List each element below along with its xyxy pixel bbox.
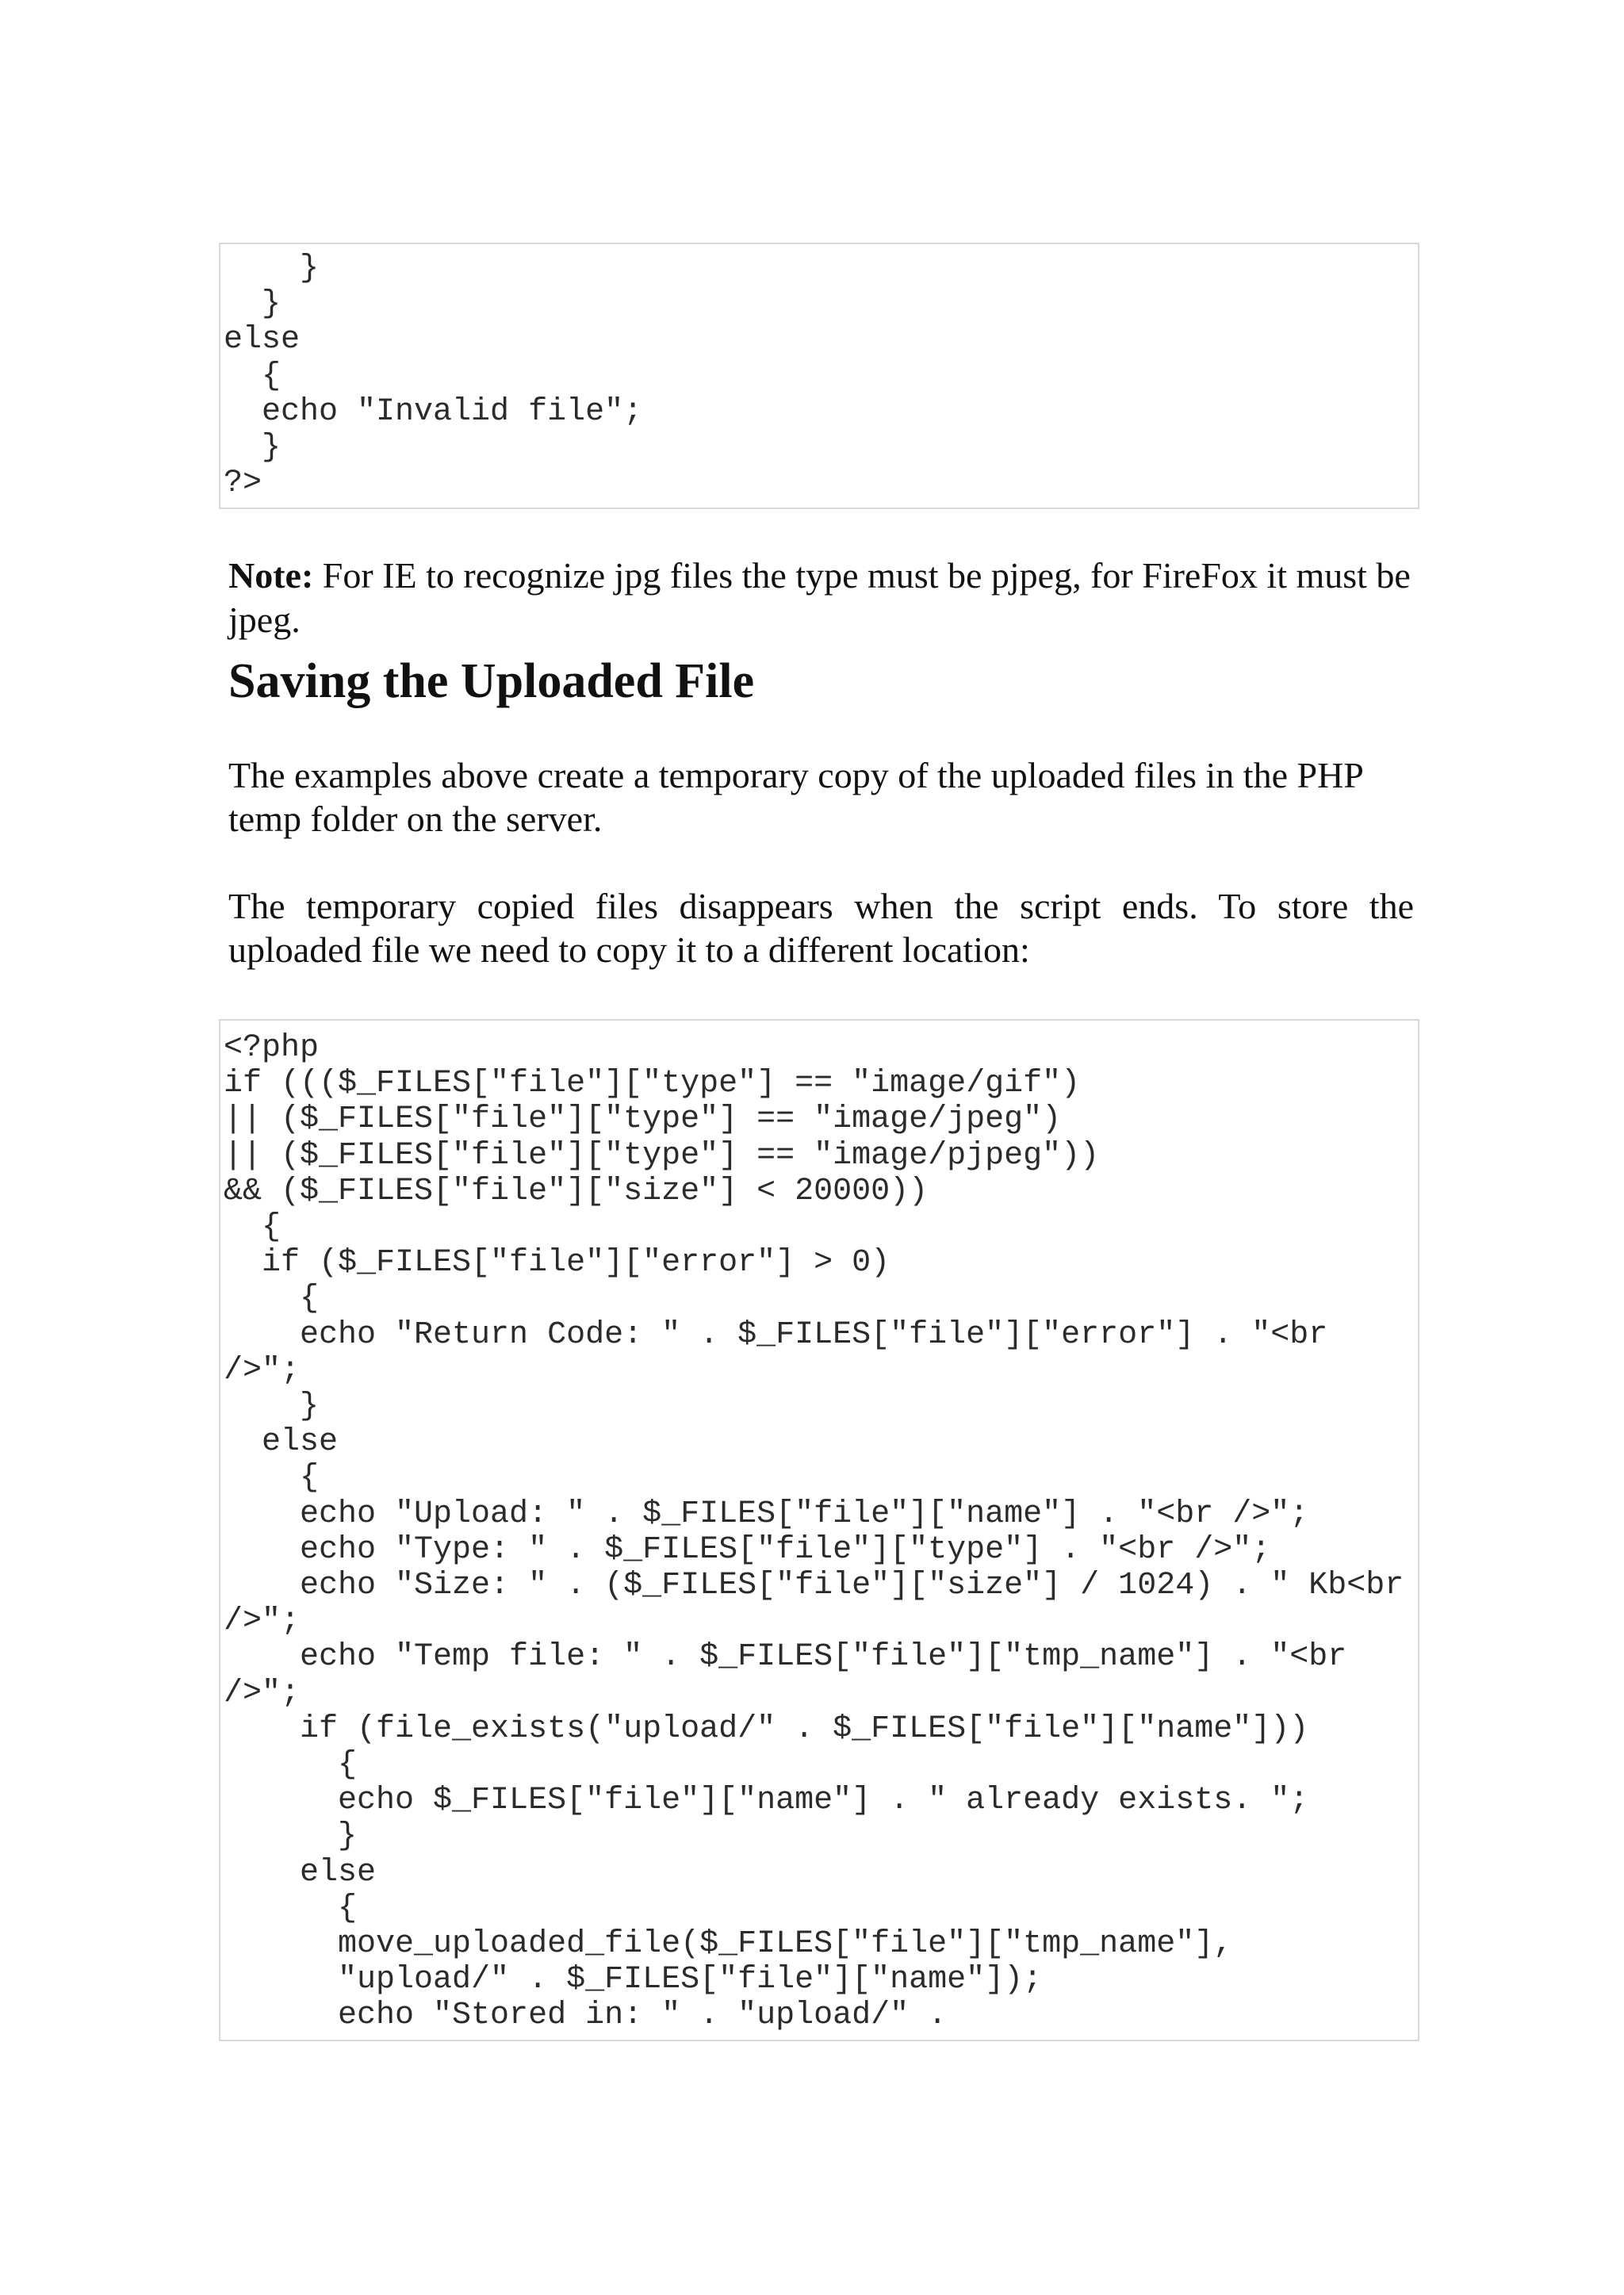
code-block-save-upload [219, 1019, 1419, 2041]
code-line: echo "Return Code: " . $_FILES["file"]["error"] . "<br [224, 1316, 1328, 1353]
code-line: else [224, 1424, 339, 1461]
code-line: <?php [224, 1030, 320, 1066]
code-line: { [224, 1209, 282, 1246]
code-listing [220, 1021, 1418, 2034]
code-block-end-of-previous-example [219, 243, 1419, 509]
code-line: if (file_exists("upload/" . $_FILES["file"]["name"])) [224, 1711, 1309, 1747]
code-line: />"; [224, 1675, 301, 1711]
code-line: echo "Type: " . $_FILES["file"]["type"] . "<br />"; [224, 1531, 1271, 1568]
code-line: { [224, 1281, 320, 1317]
code-line: || ($_FILES["file"]["type"] == "image/jpeg") [224, 1102, 1062, 1138]
code-line: echo "Invalid file"; [224, 393, 643, 430]
code-line: echo $_FILES["file"]["name"] . " already exists. "; [224, 1783, 1309, 1819]
code-line: } [224, 286, 282, 323]
code-line: if ($_FILES["file"]["error"] > 0) [224, 1245, 891, 1282]
code-line: echo "Temp file: " . $_FILES["file"]["tmp_name"] . "<br [224, 1639, 1347, 1676]
paragraph-temp-copy: The examples above create a temporary copy of the uploaded files in the PHP temp folder on the server. [228, 755, 1363, 839]
code-line: else [224, 1854, 377, 1891]
code-line: || ($_FILES["file"]["type"] == "image/pjpeg")) [224, 1137, 1100, 1174]
code-listing [220, 244, 1418, 501]
code-line: } [224, 251, 320, 286]
note-text: For IE to recognize jpg files the type must be pjpeg, for FireFox it must be jpeg. [228, 555, 1411, 640]
code-line: if ((($_FILES["file"]["type"] == "image/gif") [224, 1066, 1081, 1102]
section-heading: Saving the Uploaded File [228, 654, 755, 708]
code-line: { [224, 1890, 358, 1926]
code-line: { [224, 358, 282, 394]
code-line: else [224, 322, 301, 358]
code-line: echo "Size: " . ($_FILES["file"]["size"] / 1024) . " Kb<br [224, 1568, 1404, 1604]
code-line: echo "Stored in: " . "upload/" . [224, 1998, 948, 2034]
browser-note [228, 554, 1418, 642]
paragraph-store-file: The temporary copied files disappears when the script ends. To store the uploaded file we need to copy it to a different location: [228, 886, 1414, 970]
code-line: "upload/" . $_FILES["file"]["name"]); [224, 1962, 1043, 1998]
code-line: />"; [224, 1603, 301, 1640]
code-line: />"; [224, 1352, 301, 1389]
code-line: echo "Upload: " . $_FILES["file"]["name"] . "<br />"; [224, 1496, 1309, 1532]
code-line: { [224, 1747, 358, 1784]
code-line: && ($_FILES["file"]["size"] < 20000)) [224, 1173, 929, 1209]
code-line: } [224, 1818, 358, 1855]
code-line: } [224, 1389, 320, 1425]
code-line: } [224, 430, 282, 466]
code-line: { [224, 1460, 320, 1496]
note-label: Note: [228, 555, 314, 596]
code-line: ?> [224, 466, 262, 502]
code-line: move_uploaded_file($_FILES["file"]["tmp_name"], [224, 1926, 1233, 1963]
